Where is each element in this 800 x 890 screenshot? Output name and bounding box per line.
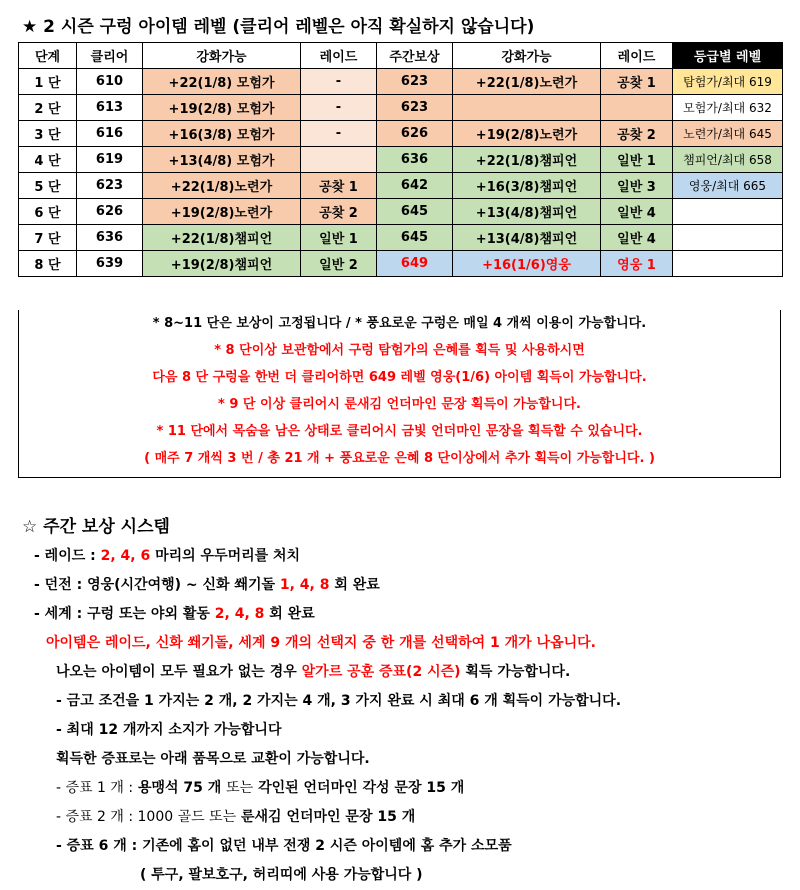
- weekly-reward-section: [22, 512, 792, 890]
- clear-cell: 610: [77, 69, 143, 95]
- header-upgrade-2: 강화가능: [453, 43, 601, 69]
- upgrade-cell: +19(2/8)노련가: [143, 199, 301, 225]
- grade-cell: 챔피언/최대 658: [673, 147, 783, 173]
- grade-cell: 영웅/최대 665: [673, 173, 783, 199]
- token-name: 알가르 공훈 증표(2 시즌): [301, 664, 461, 680]
- stage-cell: 8 단: [19, 251, 77, 277]
- raid-cell: -: [301, 95, 377, 121]
- upgrade2-cell: +16(3/8)챔피언: [453, 173, 601, 199]
- grade-cell: [673, 199, 783, 225]
- clear-cell: 616: [77, 121, 143, 147]
- raid-counts: 2, 4, 6: [100, 548, 151, 564]
- token-line: [22, 658, 792, 687]
- token6-line: - 증표 6 개 : 기존에 홈이 없던 내부 전쟁 2 시즌 아이템에 홈 추가 소모품: [56, 838, 512, 854]
- weekly-cell: 626: [377, 121, 453, 147]
- raid2-cell: 일반 4: [601, 225, 673, 251]
- dungeon-line: [22, 571, 792, 600]
- grade-cell: 탐험가/최대 619: [673, 69, 783, 95]
- upgrade2-cell: [453, 95, 601, 121]
- world-counts: 2, 4, 8: [214, 606, 265, 622]
- table-row: [19, 251, 783, 277]
- grade-cell: 모험가/최대 632: [673, 95, 783, 121]
- note-line: * 11 단에서 목숨을 남은 상태로 클리어시 금빛 언더마인 문장을 획득할 수 있습니다.: [156, 424, 643, 439]
- token1-line: [22, 774, 792, 803]
- max-line: - 최대 12 개까지 소지가 가능합니다: [56, 722, 282, 738]
- token1-item-a: 용맹석 75 개: [137, 780, 222, 796]
- upgrade2-cell: +13(4/8)챔피언: [453, 199, 601, 225]
- token2-item: 룬새김 언더마인 문장 15 개: [241, 809, 416, 825]
- dungeon-rest: 회 완료: [334, 577, 380, 593]
- raid2-cell: 공찾 1: [601, 69, 673, 95]
- upgrade-cell: +16(3/8) 모험가: [143, 121, 301, 147]
- weekly-cell: 645: [377, 199, 453, 225]
- raid-rest: 마리의 우두머리를 처치: [155, 548, 301, 564]
- upgrade-cell: +22(1/8)챔피언: [143, 225, 301, 251]
- upgrade-cell: +22(1/8)노련가: [143, 173, 301, 199]
- dungeon-counts: 1, 4, 8: [279, 577, 330, 593]
- grade-cell: 노련가/최대 645: [673, 121, 783, 147]
- stage-cell: 7 단: [19, 225, 77, 251]
- choice-line: 아이템은 레이드, 신화 쐐기돌, 세계 9 개의 선택지 중 한 개를 선택하여 1 개가 나옵니다.: [46, 635, 596, 651]
- clear-cell: 639: [77, 251, 143, 277]
- vault-line: - 금고 조건을 1 가지는 2 개, 2 가지는 4 개, 3 가지 완료 시 최대 6 개 획득이 가능합니다.: [56, 693, 622, 709]
- grade-cell: [673, 225, 783, 251]
- header-clear: 클리어: [77, 43, 143, 69]
- dungeon-label: - 던전 : 영웅(시간여행) ~ 신화 쐐기돌: [34, 577, 275, 593]
- header-weekly: 주간보상: [377, 43, 453, 69]
- upgrade2-cell: +16(1/6)영웅: [453, 251, 601, 277]
- weekly-cell: 642: [377, 173, 453, 199]
- header-stage: 단계: [19, 43, 77, 69]
- stage-cell: 6 단: [19, 199, 77, 225]
- raid2-cell: 일반 4: [601, 199, 673, 225]
- raid2-cell: 공찾 2: [601, 121, 673, 147]
- world-line: [22, 600, 792, 629]
- token1-or: 또는: [226, 780, 254, 796]
- notes-box: [18, 310, 781, 478]
- raid-cell: [301, 147, 377, 173]
- grade-cell: [673, 251, 783, 277]
- raid-cell: 공찾 2: [301, 199, 377, 225]
- upgrade2-cell: +22(1/8)노련가: [453, 69, 601, 95]
- exchange-line: 획득한 증표로는 아래 품목으로 교환이 가능합니다.: [56, 751, 370, 767]
- table-row: [19, 95, 783, 121]
- note-line: * 9 단 이상 클리어시 룬새김 언더마인 문장 획득이 가능합니다.: [218, 397, 581, 412]
- page-title: ★ 2 시즌 구렁 아이템 레벨 (클리어 레벨은 아직 확실하지 않습니다): [22, 17, 535, 37]
- upgrade-cell: +19(2/8)챔피언: [143, 251, 301, 277]
- table-row: [19, 147, 783, 173]
- raid-cell: 일반 2: [301, 251, 377, 277]
- clear-cell: 626: [77, 199, 143, 225]
- stage-cell: 5 단: [19, 173, 77, 199]
- note-line: ( 매주 7 개씩 3 번 / 총 21 개 + 풍요로운 은혜 8 단이상에서 추가 획득이 가능합니다. ): [144, 451, 655, 466]
- weekly-cell: 623: [377, 95, 453, 121]
- token-text-c: 획득 가능합니다.: [465, 664, 571, 680]
- note-line: 다음 8 단 구렁을 한번 더 클리어하면 649 레벨 영웅(1/6) 아이템 획득이 가능합니다.: [152, 370, 647, 385]
- raid-cell: 일반 1: [301, 225, 377, 251]
- stage-cell: 4 단: [19, 147, 77, 173]
- token6-note: ( 투구, 팔보호구, 허리띠에 사용 가능합니다 ): [140, 867, 423, 883]
- raid-cell: -: [301, 121, 377, 147]
- upgrade-cell: +13(4/8) 모험가: [143, 147, 301, 173]
- raid2-cell: 일반 1: [601, 147, 673, 173]
- raid2-cell: 영웅 1: [601, 251, 673, 277]
- header-raid-2: 레이드: [601, 43, 673, 69]
- header-raid: 레이드: [301, 43, 377, 69]
- table-row: [19, 199, 783, 225]
- raid-label: - 레이드 :: [34, 548, 96, 564]
- clear-cell: 619: [77, 147, 143, 173]
- raid-line: [22, 542, 792, 571]
- token1-item-b: 각인된 언더마인 각성 문장 15 개: [258, 780, 465, 796]
- upgrade2-cell: +13(4/8)챔피언: [453, 225, 601, 251]
- section-heading: ☆ 주간 보상 시스템: [22, 517, 170, 537]
- weekly-cell: 649: [377, 251, 453, 277]
- table-header-row: [19, 43, 783, 69]
- stage-cell: 2 단: [19, 95, 77, 121]
- clear-cell: 613: [77, 95, 143, 121]
- note-line: * 8~11 단은 보상이 고정됩니다 / * 풍요로운 구렁은 매일 4 개씩 이용이 가능합니다.: [152, 316, 647, 331]
- item-level-table: [18, 42, 783, 277]
- table-row: [19, 225, 783, 251]
- token2-line: [22, 803, 792, 832]
- table-row: [19, 69, 783, 95]
- raid2-cell: 일반 3: [601, 173, 673, 199]
- weekly-cell: 623: [377, 69, 453, 95]
- raid-cell: -: [301, 69, 377, 95]
- token2-label: - 증표 2 개 : 1000 골드 또는: [56, 809, 237, 825]
- weekly-cell: 645: [377, 225, 453, 251]
- stage-cell: 1 단: [19, 69, 77, 95]
- note-line: * 8 단이상 보관함에서 구렁 탐험가의 은혜를 획득 및 사용하시면: [214, 343, 585, 358]
- header-upgrade: 강화가능: [143, 43, 301, 69]
- upgrade-cell: +22(1/8) 모험가: [143, 69, 301, 95]
- token-text-a: 나오는 아이템이 모두 필요가 없는 경우: [56, 664, 297, 680]
- header-grade: 등급별 레벨: [673, 43, 783, 69]
- world-rest: 회 완료: [269, 606, 315, 622]
- upgrade2-cell: +22(1/8)챔피언: [453, 147, 601, 173]
- raid-cell: 공찾 1: [301, 173, 377, 199]
- token1-label: - 증표 1 개 :: [56, 780, 134, 796]
- table-row: [19, 173, 783, 199]
- upgrade-cell: +19(2/8) 모험가: [143, 95, 301, 121]
- stage-cell: 3 단: [19, 121, 77, 147]
- clear-cell: 636: [77, 225, 143, 251]
- world-label: - 세계 : 구렁 또는 야외 활동: [34, 606, 210, 622]
- table-row: [19, 121, 783, 147]
- upgrade2-cell: +19(2/8)노련가: [453, 121, 601, 147]
- clear-cell: 623: [77, 173, 143, 199]
- raid2-cell: [601, 95, 673, 121]
- weekly-cell: 636: [377, 147, 453, 173]
